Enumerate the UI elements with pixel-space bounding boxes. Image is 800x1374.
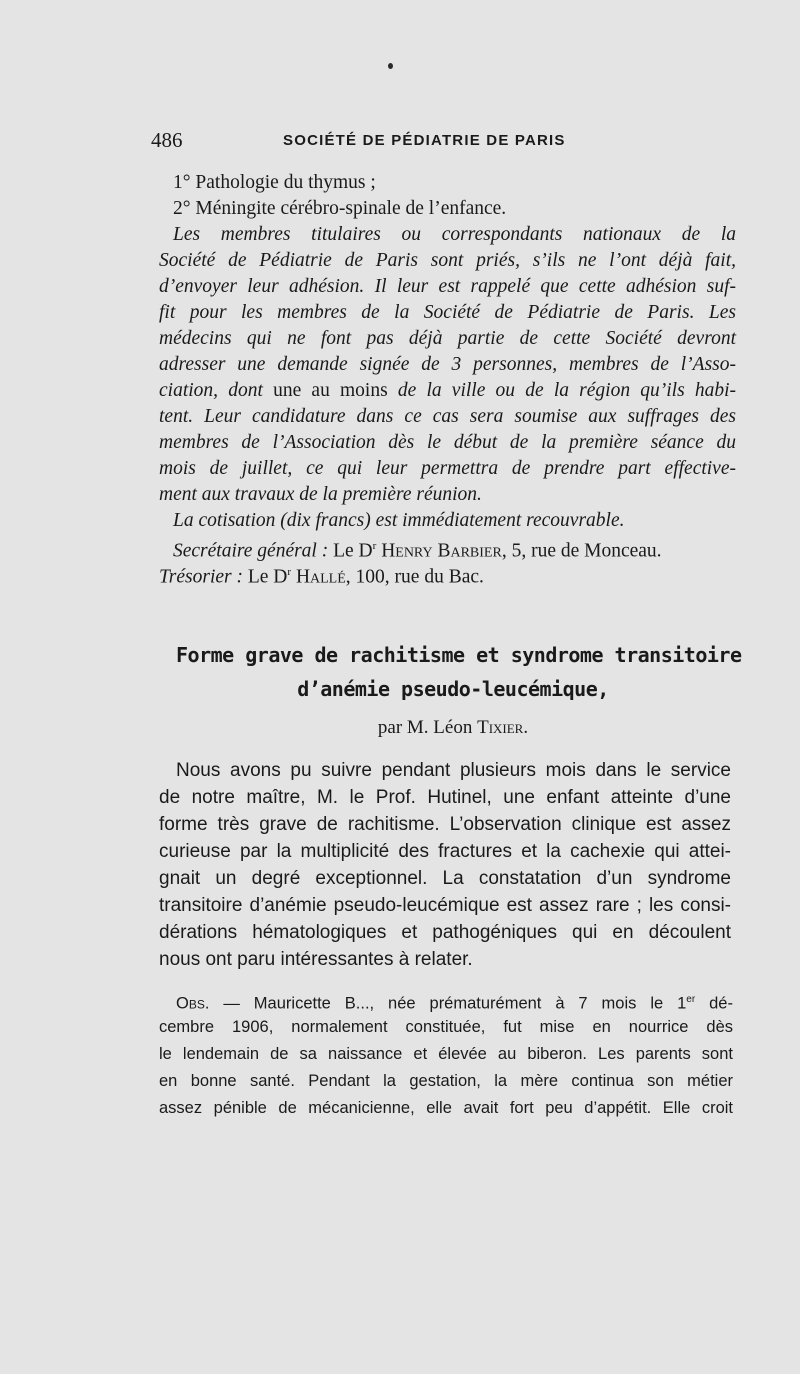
notice-fragment: de la ville ou de la région qu’ils habi- bbox=[397, 380, 737, 401]
intro-line-last: nous ont paru intéressantes à relater. bbox=[159, 949, 473, 970]
notice-line: membres de l’Association dès le début de la première séance du bbox=[159, 432, 736, 453]
secretaire-sup: r bbox=[372, 540, 377, 552]
page-number: 486 bbox=[151, 128, 183, 152]
secretaire-name: Henry Barbier, bbox=[381, 540, 507, 562]
secretaire-address: 5, rue de Monceau. bbox=[511, 540, 662, 562]
notice-line: Société de Pédiatrie de Paris sont priés, s’ils ne l’ont déjà fait, bbox=[159, 250, 736, 271]
notice-cotisation: La cotisation (dix francs) est immédiatement recouvrable. bbox=[173, 510, 625, 531]
observation-line: le lendemain de sa naissance et élevée au biberon. Les parents sont bbox=[159, 1045, 733, 1063]
notice-fragment: ciation, dont bbox=[159, 380, 263, 401]
notice-line: tent. Leur candidature dans ce cas sera soumise aux suffrages des bbox=[159, 406, 736, 427]
tresorier-label: Trésorier : bbox=[159, 566, 243, 588]
notice-line: mois de juillet, ce qui leur permettra de prendre part effective- bbox=[159, 458, 736, 479]
intro-line: transitoire d’anémie pseudo-leucémique est assez rare ; les consi- bbox=[159, 895, 731, 916]
secretaire-prefix: Le D bbox=[333, 540, 373, 562]
tresorier-address: 100, rue du Bac. bbox=[355, 566, 484, 588]
intro-line: Nous avons pu suivre pendant plusieurs mois dans le service bbox=[176, 760, 731, 781]
observation-line: cembre 1906, normalement constituée, fut mise en nourrice dès bbox=[159, 1018, 733, 1036]
observation-line-1 bbox=[176, 987, 733, 1017]
observation-line: assez pénible de mécanicienne, elle avait fort peu d’appétit. Elle croit bbox=[159, 1099, 733, 1117]
notice-line: médecins qui ne font pas déjà partie de cette Société devront bbox=[159, 328, 736, 349]
obs-text: — Mauricette B..., née prématurément à 7 mois le 1 bbox=[223, 994, 687, 1013]
notice-line: adresser une demande signée de 3 personnes, membres de l’Asso- bbox=[159, 354, 736, 375]
notice-item-1: 1° Pathologie du thymus ; bbox=[173, 172, 376, 193]
article-author bbox=[176, 716, 730, 740]
intro-line: de notre maître, M. le Prof. Hutinel, une enfant atteinte d’une bbox=[159, 787, 731, 808]
secretaire-label: Secrétaire général : bbox=[173, 540, 329, 562]
intro-line: curieuse par la multiplicité des fractures et la cachexie qui attei- bbox=[159, 841, 731, 862]
notice-line: Les membres titulaires ou correspondants nationaux de la bbox=[173, 224, 736, 245]
running-title: SOCIÉTÉ DE PÉDIATRIE DE PARIS bbox=[283, 132, 566, 149]
notice-line: d’envoyer leur adhésion. Il leur est rappelé que cette adhésion suf- bbox=[159, 276, 736, 297]
intro-line: dérations hématologiques et pathogéniques qui en découlent bbox=[159, 922, 731, 943]
author-prefix: par M. Léon bbox=[377, 717, 473, 738]
obs-label: Obs. bbox=[176, 994, 210, 1013]
notice-line-mixed bbox=[159, 378, 736, 403]
article-title-line-2: d’anémie pseudo-leucémique, bbox=[297, 677, 609, 701]
obs-text-end: dé- bbox=[709, 994, 733, 1013]
notice-line: fit pour les membres de la Société de Pédiatrie de Paris. Les bbox=[159, 302, 736, 323]
author-name: Tixier. bbox=[477, 717, 529, 738]
notice-fragment: une au moins bbox=[273, 380, 388, 401]
observation-line: en bonne santé. Pendant la gestation, la mère continua son métier bbox=[159, 1072, 733, 1090]
print-speck bbox=[388, 63, 393, 69]
tresorier-name: Hallé, bbox=[295, 566, 351, 588]
obs-sup: er bbox=[686, 994, 696, 1005]
tresorier-sup: r bbox=[287, 566, 292, 578]
intro-line: gnait un degré exceptionnel. La constatation d’un syndrome bbox=[159, 868, 731, 889]
notice-item-2: 2° Méningite cérébro-spinale de l’enfance. bbox=[173, 198, 507, 219]
tresorier-prefix: Le D bbox=[247, 566, 288, 588]
article-title-line-1: Forme grave de rachitisme et syndrome transitoire bbox=[176, 643, 742, 667]
notice-tresorier bbox=[159, 560, 484, 590]
notice-line: ment aux travaux de la première réunion. bbox=[159, 484, 482, 505]
intro-line: forme très grave de rachitisme. L’observation clinique est assez bbox=[159, 814, 731, 835]
